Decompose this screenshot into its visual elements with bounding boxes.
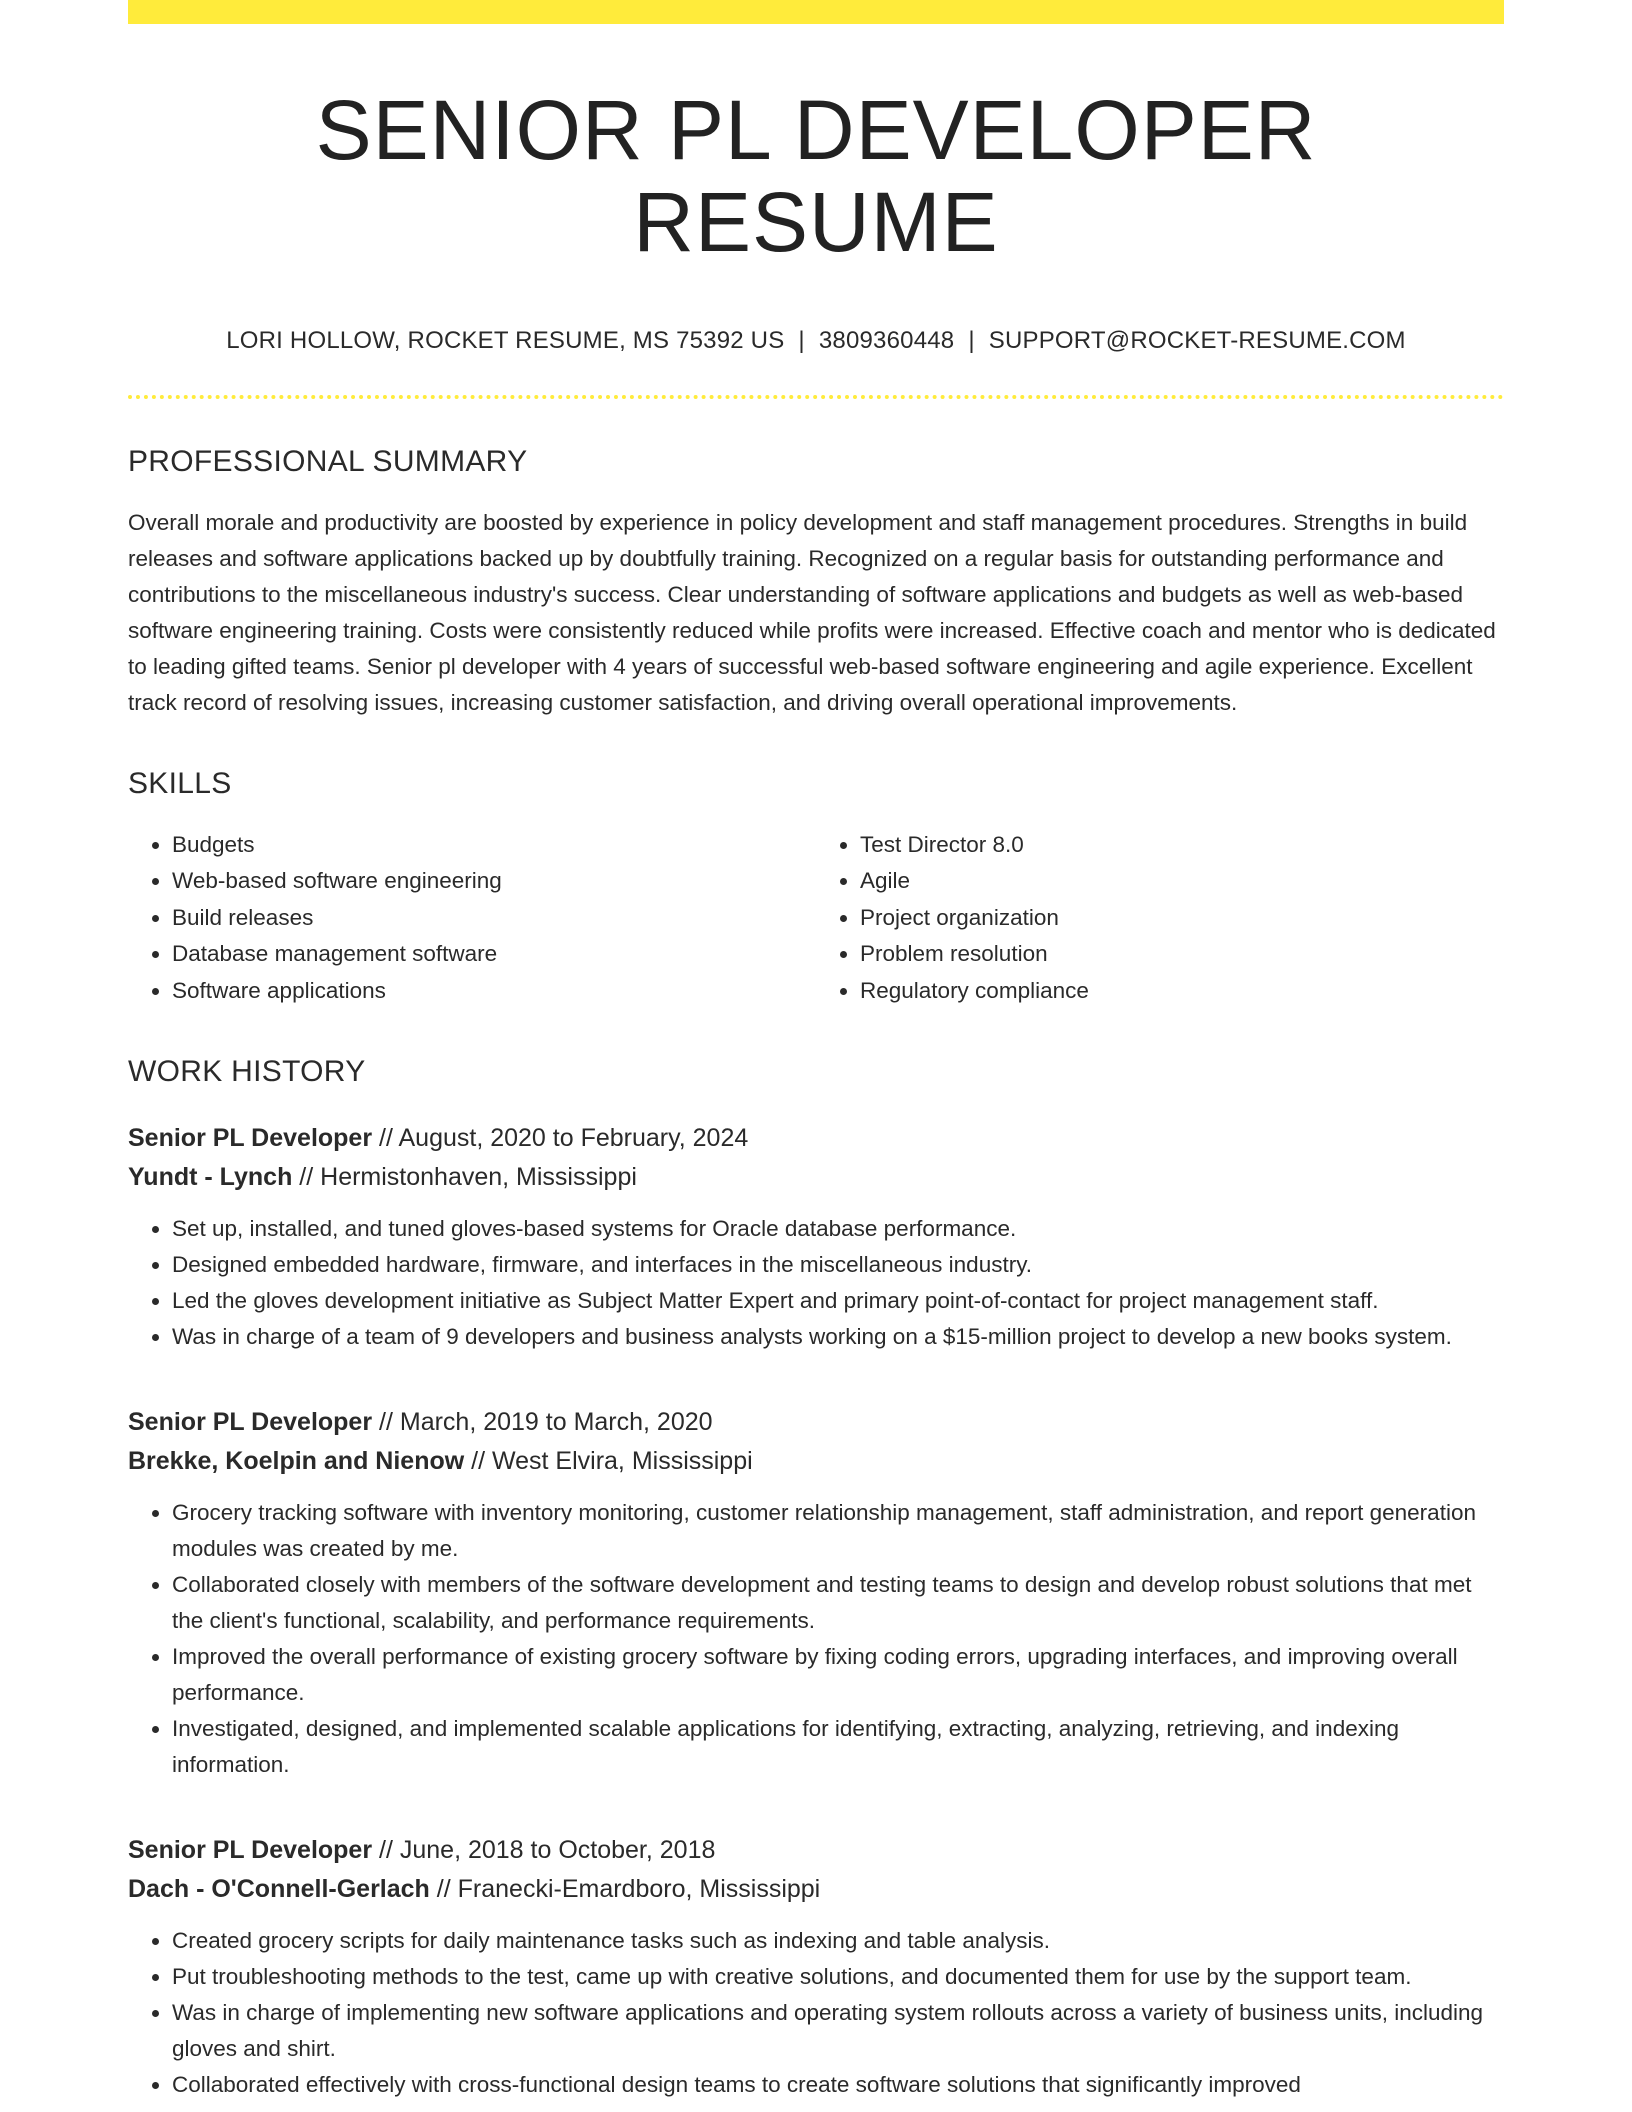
skill-item: • Problem resolution xyxy=(860,936,1504,973)
job-bullet: • Grocery tracking software with inventory monitoring, customer relationship management, staff administration, and report generation modules was created by me. xyxy=(172,1495,1504,1567)
contact-address: LORI HOLLOW, ROCKET RESUME, MS 75392 US xyxy=(226,326,785,354)
job-dates: // March, 2019 to March, 2020 xyxy=(379,1408,713,1437)
skills-list xyxy=(128,827,1504,1010)
skill-item: • Build releases xyxy=(172,900,816,937)
job-location: // Franecki-Emardboro, Mississippi xyxy=(436,1875,821,1904)
page-title: SENIOR PL DEVELOPER RESUME xyxy=(315,83,1317,270)
skills-column-left xyxy=(128,827,816,1010)
job-company-line xyxy=(128,1442,1504,1481)
top-accent-bar xyxy=(128,0,1504,24)
job-bullet: • Put troubleshooting methods to the test, came up with creative solutions, and documented them for use by the support team. xyxy=(172,1959,1504,1995)
job-bullet: • Set up, installed, and tuned gloves-based systems for Oracle database performance. xyxy=(172,1211,1504,1247)
job-dates: // August, 2020 to February, 2024 xyxy=(379,1124,749,1153)
contact-phone: 3809360448 xyxy=(818,326,955,354)
job-title-line xyxy=(128,1119,1504,1158)
job-entry xyxy=(128,1831,1504,2103)
contact-email: SUPPORT@ROCKET-RESUME.COM xyxy=(988,326,1406,354)
job-bullet: • Collaborated effectively with cross-functional design teams to create software solutions that significantly improved xyxy=(172,2067,1504,2103)
job-bullets xyxy=(128,1495,1504,1783)
skill-item: • Project organization xyxy=(860,900,1504,937)
job-bullets xyxy=(128,1211,1504,1355)
job-bullet: • Investigated, designed, and implemented scalable applications for identifying, extracting, analyzing, retrieving, and indexing information. xyxy=(172,1711,1504,1783)
contact-separator: | xyxy=(968,326,975,354)
job-title: Senior PL Developer xyxy=(128,1408,373,1437)
job-bullet: • Collaborated closely with members of the software development and testing teams to design and develop robust solutions that met the client's functional, scalability, and performance requirements. xyxy=(172,1567,1504,1639)
job-company: Yundt - Lynch xyxy=(128,1163,293,1192)
skill-item: • Budgets xyxy=(172,827,816,864)
job-bullet: • Improved the overall performance of existing grocery software by fixing coding errors, upgrading interfaces, and improving overall performance. xyxy=(172,1639,1504,1711)
job-company-line xyxy=(128,1870,1504,1909)
job-bullet: • Created grocery scripts for daily maintenance tasks such as indexing and table analysis. xyxy=(172,1923,1504,1959)
job-bullet: • Designed embedded hardware, firmware, and interfaces in the miscellaneous industry. xyxy=(172,1247,1504,1283)
summary-text: Overall morale and productivity are boosted by experience in policy development and staff management procedures. Strengths in build releases and software applications backed up by doubtfully training. Recognized on a regular basis for outstanding performance and contributions to the miscellaneous industry's success. Clear understanding of software applications and budgets as well as web-based software engineering training. Costs were consistently reduced while profits were increased. Effective coach and mentor who is dedicated to leading gifted teams. Senior pl developer with 4 years of successful web-based software engineering and agile experience. Excellent track record of resolving issues, increasing customer satisfaction, and driving overall operational improvements. xyxy=(128,509,1496,715)
skills-column-right xyxy=(816,827,1504,1010)
dotted-divider xyxy=(128,395,1504,399)
job-title-line xyxy=(128,1831,1504,1870)
job-company-line xyxy=(128,1158,1504,1197)
job-entry xyxy=(128,1119,1504,1355)
job-dates: // June, 2018 to October, 2018 xyxy=(379,1836,716,1865)
job-title: Senior PL Developer xyxy=(128,1124,373,1153)
job-location: // Hermistonhaven, Mississippi xyxy=(299,1163,637,1192)
job-bullet: • Was in charge of implementing new software applications and operating system rollouts across a variety of business units, including gloves and shirt. xyxy=(172,1995,1504,2067)
contact-line xyxy=(128,327,1504,355)
skill-item: • Regulatory compliance xyxy=(860,973,1504,1010)
summary-heading: PROFESSIONAL SUMMARY xyxy=(128,444,528,478)
job-title: Senior PL Developer xyxy=(128,1836,373,1865)
resume-page xyxy=(128,0,1504,2103)
job-bullets xyxy=(128,1923,1504,2103)
job-company: Dach - O'Connell-Gerlach xyxy=(128,1875,430,1904)
job-bullet: • Was in charge of a team of 9 developers and business analysts working on a $15-million project to develop a new books system. xyxy=(172,1319,1504,1355)
skill-item: • Database management software xyxy=(172,936,816,973)
job-location: // West Elvira, Mississippi xyxy=(471,1447,753,1476)
skill-item: • Test Director 8.0 xyxy=(860,827,1504,864)
skills-heading: SKILLS xyxy=(128,766,232,800)
contact-separator: | xyxy=(798,326,805,354)
work-history-heading: WORK HISTORY xyxy=(128,1055,366,1089)
skill-item: • Software applications xyxy=(172,973,816,1010)
skill-item: • Web-based software engineering xyxy=(172,863,816,900)
job-bullet: • Led the gloves development initiative as Subject Matter Expert and primary point-of-contact for project management staff. xyxy=(172,1283,1504,1319)
job-entry xyxy=(128,1403,1504,1783)
job-company: Brekke, Koelpin and Nienow xyxy=(128,1447,465,1476)
skill-item: • Agile xyxy=(860,863,1504,900)
job-title-line xyxy=(128,1403,1504,1442)
